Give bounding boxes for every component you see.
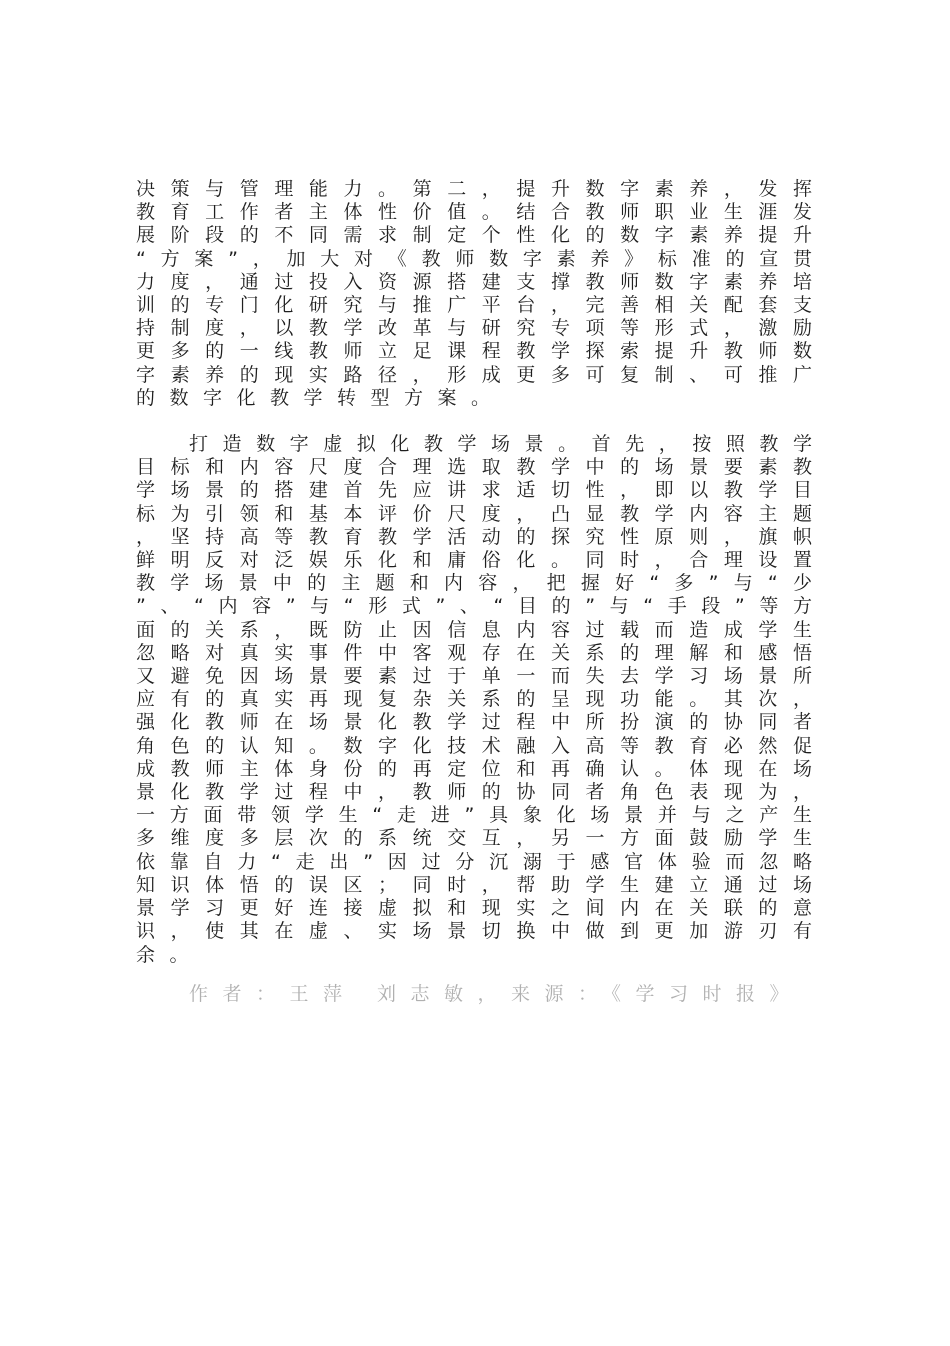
article-paragraph-1: 决策与管理能力。第二，提升数字素养，发挥教育工作者主体性价值。结合教师职业生涯发展阶段的不同需求制定个性化的数字素养提升“方案”，加大对《教师数字素养》标准的宣贯力度，通过投入资源搭建支撑教师数字素养培训的专门化研究与推广平台，完善相关配套支持制度，以教学改革与研究专项等形式，激励更多的一线教师立足课程教学探索提升教师数字素养的现实路径，形成更多可复制、可推广的数字化教学转型方案。: [136, 178, 827, 409]
article-body: [136, 178, 827, 1006]
article-paragraph-2: 打造数字虚拟化教学场景。首先，按照教学目标和内容尺度合理选取教学中的场景要素教学场景的搭建首先应讲求适切性，即以教学目标为引领和基本评价尺度，凸显教学内容主题，坚持高等教育教学活动的探究性原则，旗帜鲜明反对泛娱乐化和庸俗化。同时，合理设置教学场景中的主题和内容，把握好“多”与“少”、“内容”与“形式”、“目的”与“手段”等方面的关系，既防止因信息内容过载而造成学生忽略对真实事件中客观存在关系的理解和感悟又避免因场景要素过于单一而失去学习场景所应有的真实再现复杂关系的呈现功能。其次，强化教师在场景化教学过程中所扮演的协同者角色的认知。数字化技术融入高等教育必然促成教师主体身份的再定位和再确认。体现在场景化教学过程中，教师的协同者角色表现为，一方面带领学生“走进”具象化场景并与之产生多维度多层次的系统交互，另一方面鼓励学生依靠自力“走出”因过分沉溺于感官体验而忽略知识体悟的误区；同时，帮助学生建立通过场景学习更好连接虚拟和现实之间内在关联的意识，使其在虚、实场景切换中做到更加游刃有余。: [136, 433, 827, 966]
article-source-line: 作者：王萍 刘志敏，来源：《学习时报》: [189, 982, 804, 1005]
